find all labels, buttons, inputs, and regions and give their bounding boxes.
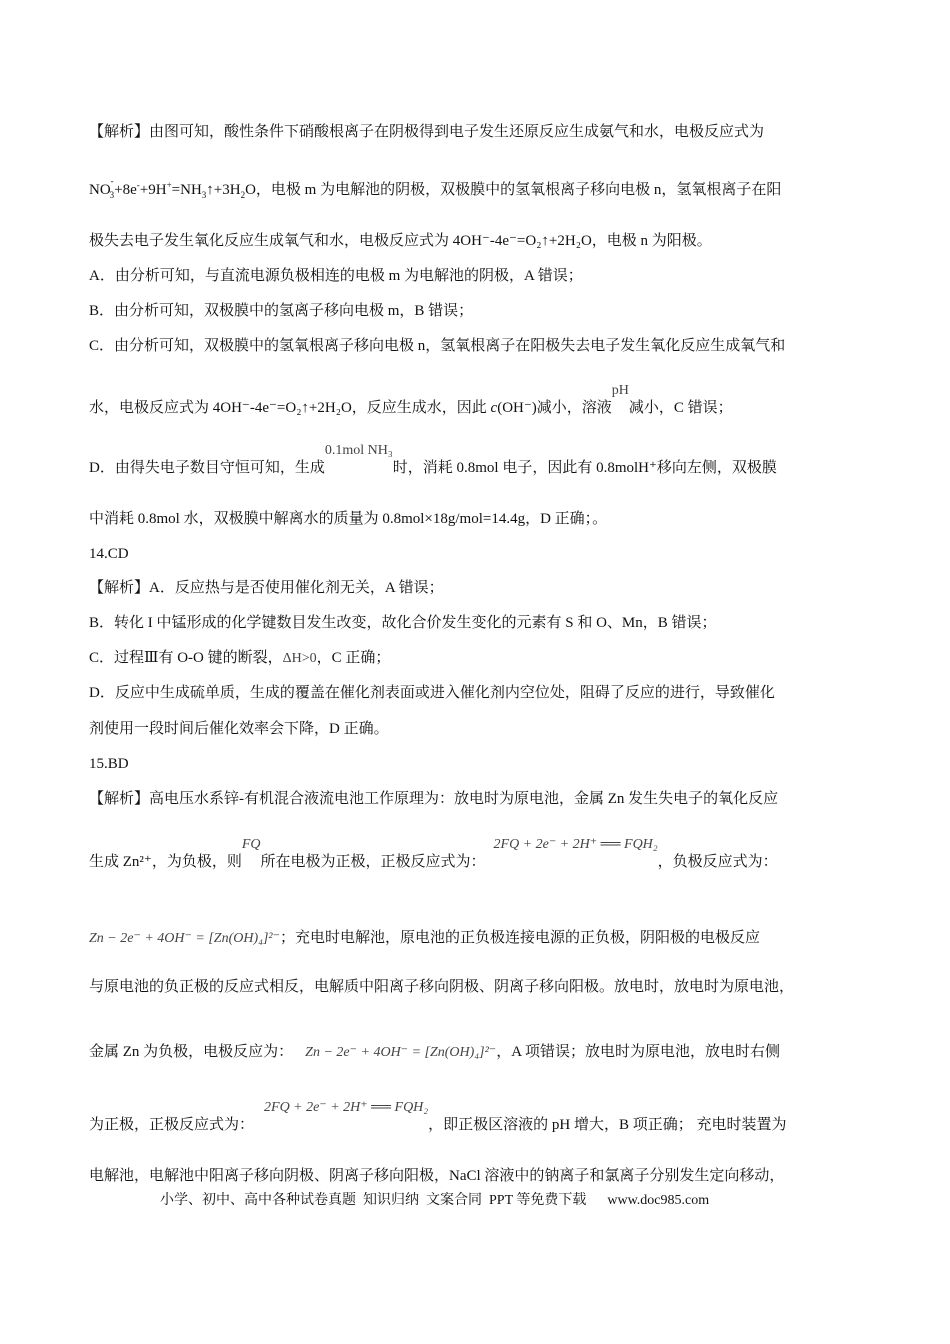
ph-formula: pH [611,383,629,398]
text-line: 极失去电子发生氧化反应生成氧气和水，电极反应式为 4OH⁻-4e⁻=O₂↑+2H₂O，电极 n 为阳极。 [89,233,712,249]
text-line: B．由分析可知，双极膜中的氢离子移向电极 m，B 错误； [89,303,474,319]
nh3-formula: 0.1mol NH₃ [324,443,393,458]
text-line: 中消耗 0.8mol 水，双极膜中解离水的质量为 0.8mol×18g/mol=14.4g，D 正确；。 [89,511,608,527]
text-line: 【解析】A．反应热与是否使用催化剂无关，A 错误； [89,580,444,596]
text-line: D．由得失电子数目守恒可知，生成0.1mol NH₃时，消耗 0.8mol 电子，因此有 0.8molH⁺移向左侧，双极膜 [89,443,777,476]
answer-heading: 14.CD [89,546,129,562]
text-line: D．反应中生成硫单质，生成的覆盖在催化剂表面或进入催化剂内空位处，阻碍了反应的进行，导致催化 [89,685,775,701]
text-line: 金属 Zn 为负极，电极反应为： Zn − 2e⁻ + 4OH⁻ = [Zn(OH)₄]²⁻，A 项错误；放电时为原电池，放电时右侧 [89,1044,780,1060]
text-line: C．过程Ⅲ有 O-O 键的断裂，ΔH>0，C 正确； [89,650,391,666]
text-line: 剂使用一段时间后催化效率会下降，D 正确。 [89,721,389,737]
answer-heading: 15.BD [89,756,129,772]
text-line: C．由分析可知，双极膜中的氢氧根离子移向电极 n，氢氧根离子在阳极失去电子发生氧化反应生成氧气和 [89,338,786,354]
anode-reaction-formula: Zn − 2e⁻ + 4OH⁻ = [Zn(OH)₄]²⁻ [89,931,281,946]
text-line: 生成 Zn²⁺，为负极，则FQ所在电极为正极，正极反应式为：2FQ + 2e⁻ + 2H⁺ ══ FQH₂，负极反应式为： [89,837,778,870]
text-line: A．由分析可知，与直流电源负极相连的电极 m 为电解池的阴极，A 错误； [89,268,583,284]
text-line: 水，电极反应式为 4OH⁻-4e⁻=O₂↑+2H₂O，反应生成水，因此 c(OH⁻)减小，溶液pH减小，C 错误； [89,383,733,416]
text-line: 与原电池的负正极的反应式相反，电解质中阳离子移向阴极、阴离子移向阳极。放电时，放电时为原电池， [89,979,795,995]
delta-h-formula: ΔH>0 [282,651,317,666]
text-line: 为正极，正极反应式为：2FQ + 2e⁻ + 2H⁺ ══ FQH₂，即正极区溶液的 pH 增大，B 项正确； 充电时装置为 [89,1100,787,1133]
text-line: B．转化 I 中锰形成的化学键数目发生改变，故化合价发生变化的元素有 S 和 O、Mn，B 错误； [89,615,717,631]
text-line: Zn − 2e⁻ + 4OH⁻ = [Zn(OH)₄]²⁻；充电时电解池，原电池的正负极连接电源的正负极，阴阳极的电极反应 [89,930,761,946]
cathode-reaction-formula: 2FQ + 2e⁻ + 2H⁺ ══ FQH₂ [264,1100,429,1115]
text-line: 电解池，电解池中阳离子移向阴极、阴离子移向阳极，NaCl 溶液中的钠离子和氯离子分别发生定向移动， [89,1168,785,1184]
text-line: $NO^-_3+8e^-+9H^+=NH_3↑+3H_2O$，电极 m 为电解池的阴极，双极膜中的氢氧根离子移向电极 n，氢氧根离子在阳 [89,176,782,200]
anode-reaction-formula: Zn − 2e⁻ + 4OH⁻ = [Zn(OH)₄]²⁻ [305,1045,497,1060]
text-line: 【解析】高电压水系锌-有机混合液流电池工作原理为：放电时为原电池，金属 Zn 发生失电子的氧化反应 [89,791,779,807]
fq-formula: FQ [241,837,261,852]
text-line: 【解析】由图可知，酸性条件下硝酸根离子在阴极得到电子发生还原反应生成氨气和水，电极反应式为 [89,124,765,140]
cathode-reaction-formula: 2FQ + 2e⁻ + 2H⁺ ══ FQH₂ [493,837,658,852]
page-footer: 小学、初中、高中各种试卷真题 知识归纳 文案合同 PPT 等免费下载 www.doc985.com [160,1193,710,1208]
